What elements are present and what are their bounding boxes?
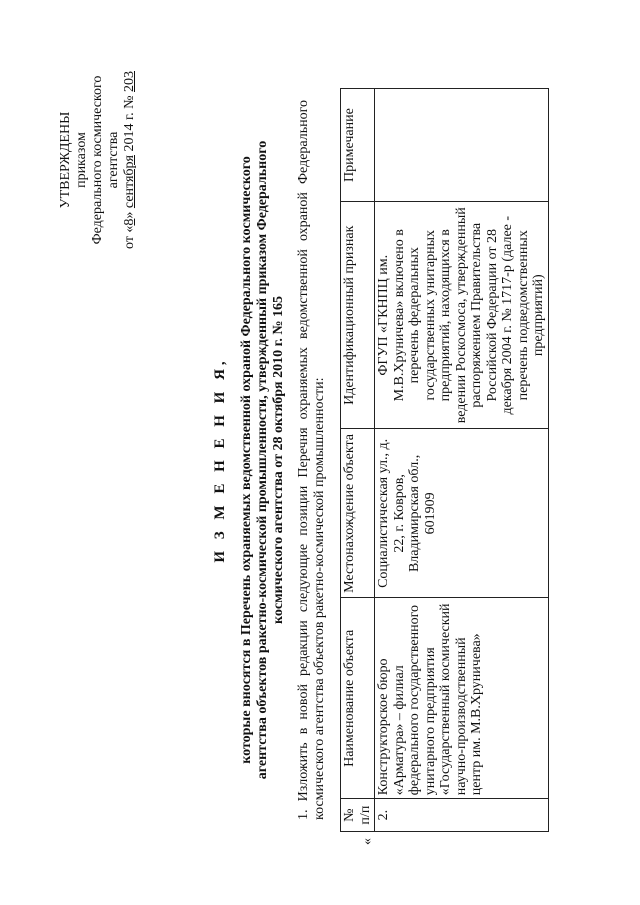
cell-location: Социалистическая ул., д. 22, г. Ковров, Владимирская обл., 601909 — [375, 429, 549, 598]
approval-order-word: приказом — [74, 132, 89, 188]
table-header-row — [341, 89, 375, 832]
approval-date-line — [122, 55, 138, 265]
table-row — [375, 89, 549, 832]
cell-number: 2. — [375, 799, 549, 832]
date-middle: » — [122, 211, 137, 219]
document-title — [212, 135, 287, 785]
date-day: 8 — [122, 218, 137, 226]
date-year: 2014 г. № — [122, 95, 137, 152]
approval-agency: Федерального космического агентства — [90, 75, 121, 245]
cell-identification: ФГУП «ГКНПЦ им. М.В.Хруничева» включено в перечень федеральных государственных унитарных предприятий, находящихся в ведении Роскосмоса, утвержденный распоряжением Правительства Российской Федерации от 28 декабря 2004 г. № 1717-р (далее - перечень подведомственных предприятий) — [375, 202, 549, 429]
approval-heading: УТВЕРЖДЕНЫ — [58, 111, 73, 209]
date-month: сентября — [122, 155, 137, 209]
objects-table — [340, 88, 549, 832]
instruction-paragraph: 1. Изложить в новой редакции следующие позиции Перечня охраняемых ведомственной охраной Федерального космического агентства объектов ракетно-космической промышленности: — [296, 100, 327, 820]
header-location: Местонахождение объекта — [341, 429, 375, 598]
order-number: 203 — [122, 71, 137, 92]
cell-name: Конструкторское бюро «Арматура» – филиал федерального государственного унитарного предприятия «Государственный космический научно-производственный центр им. М.В.Хруничева» — [375, 598, 549, 799]
cell-note — [375, 89, 549, 202]
date-prefix: от « — [122, 225, 137, 249]
opening-quote: « — [360, 838, 375, 845]
title-subtitle: которые вносятся в Перечень охраняемых ведомственной охраной Федерального космического агентства объектов ракетно-космической промышленности, утвержденный приказом Федерального космического агентства от 28 октября 2010 г. № 165 — [239, 140, 286, 780]
title-heading: И З М Е Н Е Н И Я, — [212, 357, 228, 563]
header-identification: Идентификационный признак — [341, 202, 375, 429]
header-note: Примечание — [341, 89, 375, 202]
header-number: № п/п — [341, 799, 375, 832]
approval-block — [58, 55, 138, 265]
header-name: Наименование объекта — [341, 598, 375, 799]
